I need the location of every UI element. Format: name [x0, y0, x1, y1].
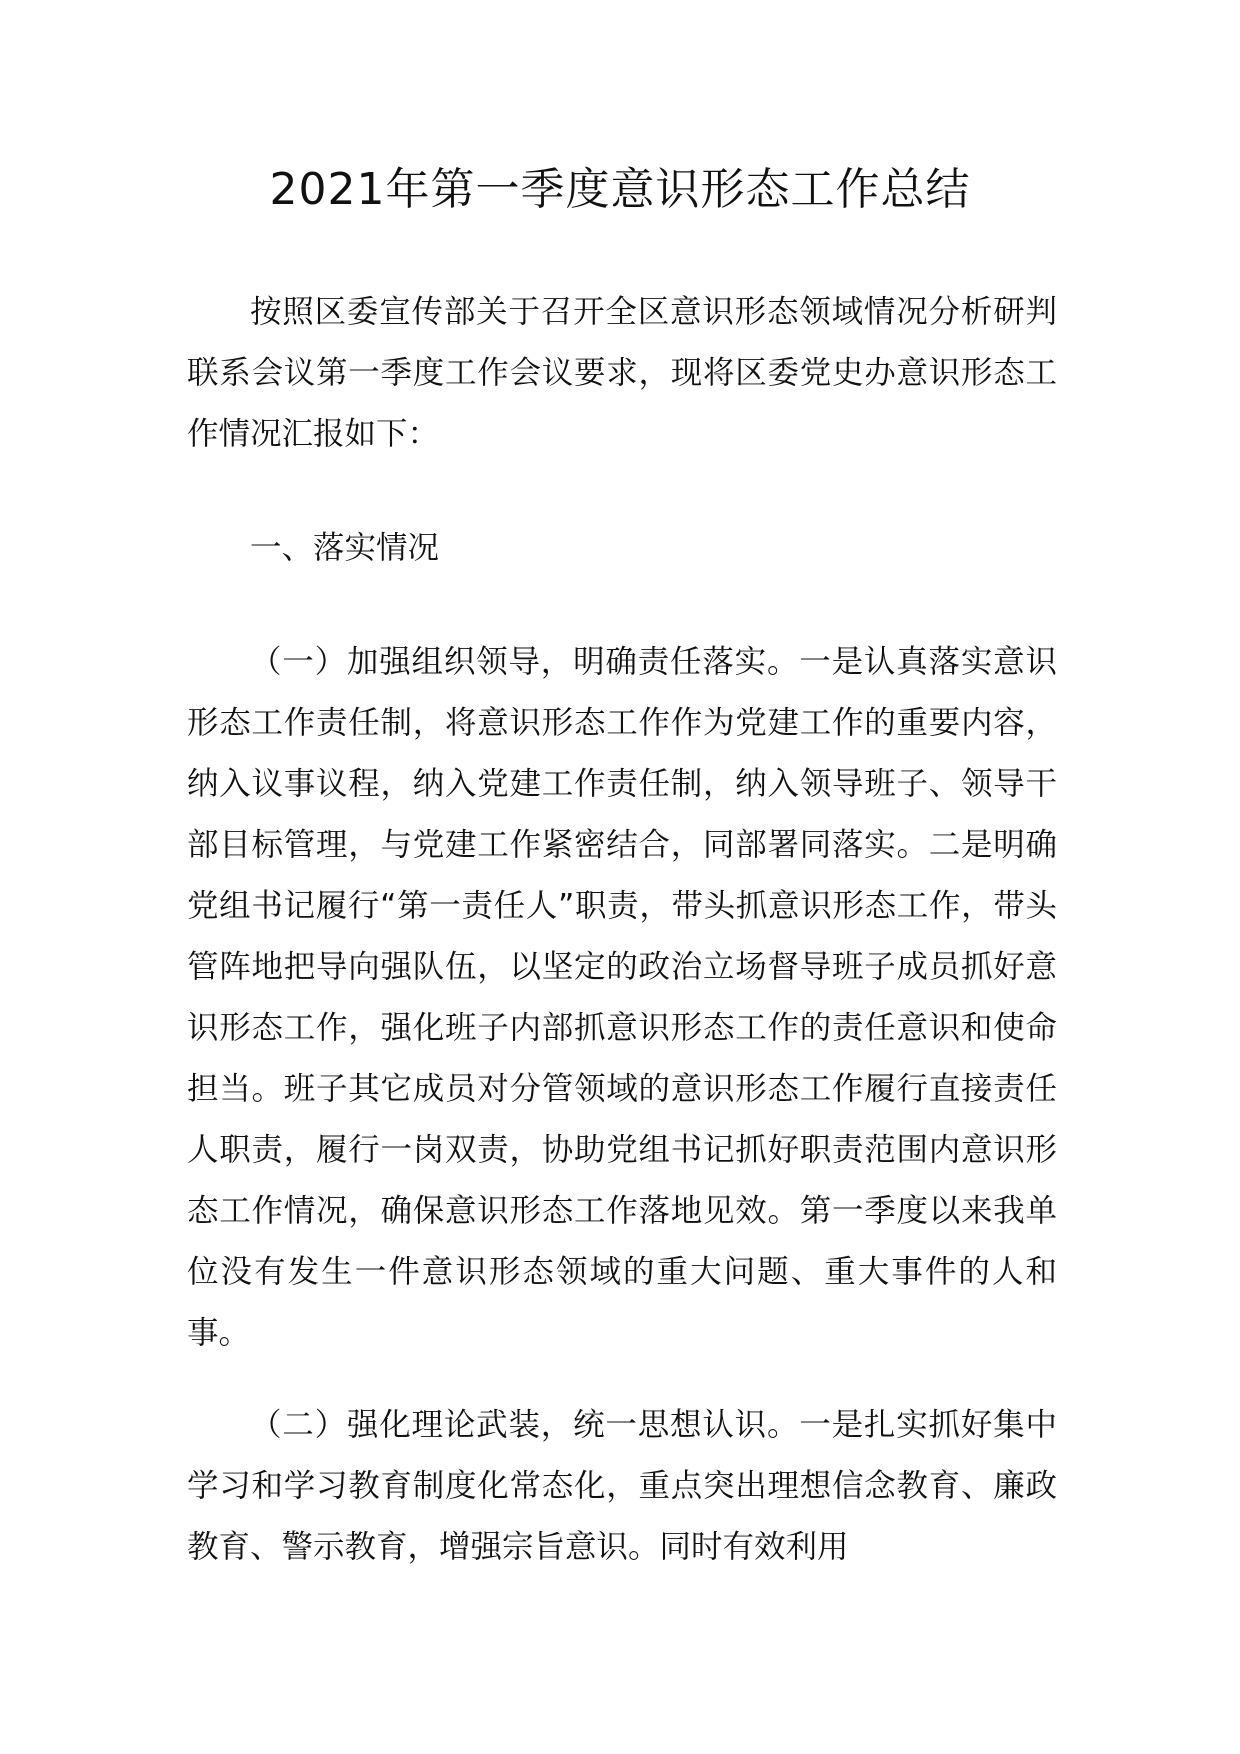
body-paragraph-2: （二）强化理论武装，统一思想认识。一是扎实抓好集中学习和学习教育制度化常态化，重点突出理想信念教育、廉政教育、警示教育，增强宗旨意识。同时有效利用: [187, 1407, 1057, 1565]
section-heading: 一、落实情况: [250, 530, 440, 566]
intro-paragraph: 按照区委宣传部关于召开全区意识形态领域情况分析研判联系会议第一季度工作会议要求，现将区委党史办意识形态工作情况汇报如下：: [187, 294, 1057, 452]
body-paragraph-1: （一）加强组织领导，明确责任落实。一是认真落实意识形态工作责任制，将意识形态工作作为党建工作的重要内容，纳入议事议程，纳入党建工作责任制，纳入领导班子、领导干部目标管理，与党建工作紧密结合，同部署同落实。二是明确党组书记履行“第一责任人”职责，带头抓意识形态工作，带头管阵地把导向强队伍，以坚定的政治立场督导班子成员抓好意识形态工作，强化班子内部抓意识形态工作的责任意识和使命担当。班子其它成员对分管领域的意识形态工作履行直接责任人职责，履行一岗双责，协助党组书记抓好职责范围内意识形态工作情况，确保意识形态工作落地见效。第一季度以来我单位没有发生一件意识形态领域的重大问题、重大事件的人和事。: [187, 644, 1057, 1351]
document-title: 2021年第一季度意识形态工作总结: [269, 164, 971, 215]
